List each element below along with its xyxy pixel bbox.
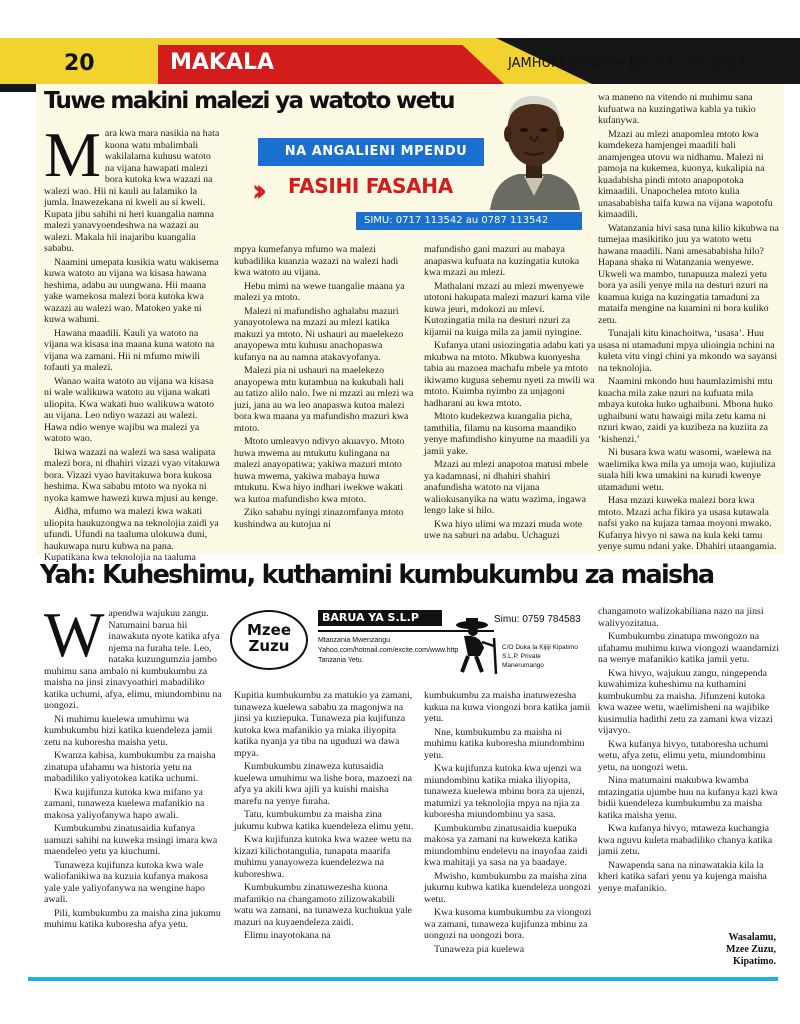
paragraph: Mzazi au mlezi anapomlea mtoto kwa kumdekeza hamjengei maadili bali anamjengea utovu wa nidhamu. Malezi ni pamoja na kukemea, kuonya, kukalipia na kuadabisha pindi mtoto anapopotoka kimaadili. Unapochelea mtoto kulia unasababisha taifa kuwa na vijana wapotofu kimaadili.	[598, 128, 773, 220]
paragraph: Mtoto umleavyo ndivyo akuavyo. Mtoto huwa mwema au mtukutu kulingana na malezi anayopatiwa; yakiwa mazuri mtoto huwa mwema, yakiwa mabaya huwa mtukutu. Kwa hiyo indhari iwekwe wakati wa kutoa mafundisho kwa mtoto.	[234, 436, 405, 505]
paragraph: Ni busara kwa watu wasomi, waelewa na waelimika kwa mila ya umoja wao, kujiuliza suala hili kwa umakini na kurudi kwenye utamaduni wetu.	[598, 447, 776, 493]
paragraph: Watanzania hivi sasa tuna kilio kikubwa na tumejaa masikitiko juu ya watoto wetu hawana maadili. Nani amesababisha hilo? Hapana shaka ni Watanzania wenyewe. Ukweli wa mambo, tunapuuza malezi yetu bora ya asili yenye mila na desturi nzuri na kuamua kuiga na kuzingatia tamaduni za mataifa mengine na kuamini ni bora kuliko zetu.	[598, 222, 779, 326]
po-box-line: S.L.P. Private	[502, 653, 541, 660]
paragraph: Mwisho, kumbukumbu za maisha zina jukumu kubwa katika kuendeleza uongozi wetu.	[424, 870, 591, 905]
signoff-line: Wasalamu,	[728, 932, 776, 943]
columnist-phone: SIMU: 0717 113542 au 0787 113542	[356, 212, 582, 230]
article-2-column-1	[44, 599, 226, 974]
columnist-portrait	[484, 84, 584, 210]
paragraph: Ni muhimu kuelewa umuhimu wa kumbukumbu hizi katika kuendeleza jamii zetu na kuboresha maisha yetu.	[44, 713, 213, 748]
issue-date: JAMHURI Jumanne Juni 13 - 19, 2023	[508, 56, 745, 71]
author-logo: Mzee Zuzu	[246, 621, 291, 655]
column-logo-box	[226, 606, 582, 676]
signoff-line: Kipatimo.	[732, 956, 776, 967]
drop-cap: M	[44, 119, 101, 190]
paragraph: Malezi pia ni ushauri na maelekezo anayopewa mtu kutambua na kukubali hali au tatizo alilo nalo. Iwe ni mzazi au mlezi wa juzi, jana au wa leo anapaswa kutoa malezi bora kwa maana ya mafundisho mazuri kwa mtoto.	[234, 365, 414, 434]
paragraph: Kwa kufanya hivyo, tutaboresha uchumi wetu, afya zetu, elimu yetu, miundombinu yetu, na uongozi wetu.	[598, 738, 769, 773]
paragraph: Kwa kufanya hivyo, mtaweza kuchangia kwa nguvu kuleta mabadiliko chanya katika jamii zetu.	[598, 823, 773, 857]
paragraph: Kumbukumbu zinatusaidia kufanya uamuzi sahihi na kuweka msingi imara kwa maendeleo yetu ya kiuchumi.	[44, 823, 218, 857]
paragraph: Hawana maadili. Kauli ya watoto na vijana wa kisasa ina maana kuna watoto na vijana wa zamani. Hii ni mfumo miwili tofauti ya malezi.	[44, 327, 215, 373]
paragraph: Kufanya utani usiozingatia adabu kati ya mkubwa na mtoto. Mkubwa kuonyesha tabia au mazoea machafu mbele ya mtoto ikiwamo kugusa sehemu nyeti za mwili wa mtoto. Kuimba nyimbo za unjagoni hadharani au kwa mtoto.	[424, 340, 596, 409]
paragraph: mafundisho gani mazuri au mabaya anapaswa kufuata na kuzingatia kutoka kwa mzazi au mlezi.	[424, 244, 580, 278]
paragraph: Kwa kujifunza kutoka kwa mifano ya zamani, tunaweza kuelewa mafanikio na makosa yaliyofanywa hapo awali.	[44, 786, 205, 821]
paragraph: mpya kumefanya mfumo wa malezi kubadilika kuanzia wazazi na walezi hadi kwa watoto au vijana.	[234, 244, 399, 278]
article-2-column-3	[424, 690, 596, 974]
columnist-name: FASIHI FASAHA	[288, 174, 453, 198]
article-1-column-3	[424, 244, 596, 548]
author-phone: Simu: 0759 784583	[494, 614, 581, 625]
drop-cap: W	[44, 599, 105, 670]
paragraph: Naamini umepata kusikia watu wakisema kuwa watoto au vijana wa kisasa hawana heshima, adabu au uungwana. Hii maana yake wamekosa malezi bora kutoka kwa wazazi au walezi wao. Matokeo yake ni kuwa wahuni.	[44, 256, 219, 325]
paragraph: Tunaweza pia kuelewa	[434, 943, 525, 955]
paragraph: apendwa wajukuu zangu. Natumaini barua hii inawakuta nyote katika afya njema na furaha tele. Leo, nataka kuzungumzia jambo muhimu sana ambalo ni kumbukumbu za maisha na jinsi zinavyoathiri mabadiliko katika uchumi, afya, elimu, miundombinu na uongozi.	[44, 608, 222, 711]
paragraph: ara kwa mara nasikia na hata kuona watu mbalimbali wakilalama kuhusu watoto na vijana hawapati malezi bora kutoka kwa wazazi na walezi wao. Hii ni kauli au lalamiko la jumla. Inawezekana ni kweli au si kweli. Kupata jibu sahihi ni heri kuangalia namna malezi yanavyoendeshwa na wazazi au walezi. Makala hii inajaribu kuangalia sababu.	[44, 128, 220, 254]
paragraph: Ikiwa wazazi na walezi wa sasa walipata malezi bora, ni dhahiri vizazi vyao vitakuwa bora. Vizazi vyao havitakuwa bora kukosa heshima. Kwa sababu mtoto wa nyoka ni nyoka kamwe hawezi kuwa mjusi au kenge.	[44, 446, 220, 504]
paragraph: Mtoto kudekezwa kuangalia picha, tamthilia, filamu na kusoma maandiko yenye mafundisho kinyume na maadili ya jamii yake.	[424, 411, 590, 457]
paragraph: Pili, kumbukumbu za maisha zina jukumu muhimu katika kuboresha afya yetu.	[44, 907, 221, 930]
paragraph: wa maneno na vitendo ni muhimu sana kufuatwa na kuzingatiwa kabla ya tukio kufanywa.	[598, 92, 756, 126]
paragraph: Kwa kujifunza kutoka kwa wazee wetu na kizazi kilichotangulia, tunapata maarifa muhimu yanayoweza kuendelezwa na kuboreshwa.	[234, 834, 412, 880]
columnist-tag: NA ANGALIENI MPENDU	[258, 138, 494, 166]
chevron-right-icon: ››	[252, 172, 260, 209]
bottom-rule	[28, 977, 778, 981]
paragraph: Hasa mzazi kuweka malezi bora kwa mtoto. Mzazi acha fikira ya usasa kutawala nafsi yako na kujaza tamaa moyoni mwako. Kufanya hivyo ni sawa na kula keki tamu yenye sumu ndani yake. Dhahiri utaangamia.	[598, 495, 777, 552]
paragraph: kumbukumbu za maisha inatuwezesha kukua na kuwa viongozi bora katika jamii yetu.	[424, 690, 591, 724]
article-2-column-2	[234, 690, 414, 974]
section-title: MAKALA	[170, 50, 275, 75]
paragraph: Tatu, kumbukumbu za maisha zina jukumu kubwa katika kuendeleza elimu yetu.	[234, 809, 414, 832]
paragraph: Kwa kujifunza kutoka kwa ujenzi wa miundombinu katika miaka iliyopita, tunaweza kuelewa mbinu bora za ujenzi, matumizi ya teknolojia mpya na njia za kuboresha miundombinu ya sasa.	[424, 763, 585, 820]
column-title: BARUA YA S.L.P	[318, 610, 442, 626]
signoff-line: Mzee Zuzu,	[726, 944, 776, 955]
old-man-walking-icon	[450, 616, 502, 674]
address-line: Tanzania Yetu.	[318, 657, 364, 664]
paragraph: Kwa hivyo, wajukuu zangu, ningependa kuwahimiza kuheshimu na kuthamini kumbukumbu za maisha. Jifunzeni kutoka kwa wazee wetu, waelimisheni na wajibike kusimulia hadithi zetu za zamani kwa vizazi vijavyo.	[598, 667, 773, 736]
address-line: Yahoo.com/hotmail.com/excite.com/www.http	[318, 647, 459, 654]
paragraph: Kumbukumbu zinaweza kutusaidia kuelewa umuhimu wa lishe bora, mazoezi na afya ya akili kwa ajili ya kuishi maisha marefu na yenye furaha.	[234, 761, 412, 807]
po-box-line: C/O Duka la Kijiji Kipatimo	[502, 644, 578, 651]
paragraph: Nina matumaini makubwa kwamba mtazingatia ujumbe huu na kufanya kazi kwa bidii kuendeleza kumbukumbu za maisha katika maisha yenu.	[598, 775, 778, 821]
paragraph: Aidha, mfumo wa malezi kwa wakati uliopita haukuzongwa na teknolojia zaidi ya ufundi. Ufundi na taaluma ulokuwa duni, haukuwapa nuru kubwa na pana. Kupatikana kwa teknolojia na taaluma	[44, 506, 219, 563]
paragraph: Kumbukumbu zinatupa mwongozo na ufahamu muhimu kuwa viongozi waandamizi na wenye mafanikio katika jamii yetu.	[598, 631, 779, 665]
paragraph: changamoto walizokabiliana nazo na jinsi walivyozitatua.	[598, 606, 764, 629]
paragraph: Hebu mimi na wewe tuangalie maana ya malezi ya mtoto.	[234, 280, 405, 303]
po-box-line: Manerumango	[502, 662, 544, 669]
paragraph: Kupitia kumbukumbu za matukio ya zamani, tunaweza kuelewa sababu za magonjwa na jinsi ya kuziepuka. Tunaweza pia kujifunza kutoka kwa mafanikio ya miaka iliyopita katika nyanja ya tiba na uguduzi wa dawa mpya.	[234, 690, 413, 759]
paragraph: Malezi ni mafundisho aghalabu mazuri yanayotolewa na mzazi au mlezi katika makuzi ya mtoto. Ni ushauri au maelekezo anayopewa mtu kuhusu anachopaswa kufanya na au namna atakavyofanya.	[234, 305, 404, 363]
paragraph: Kwa hiyo ulimi wa mzazi muda wote uwe na saburi na adabu. Uchaguzi	[424, 518, 583, 541]
article-1-headline: Tuwe makini malezi ya watoto wetu	[44, 88, 454, 114]
paragraph: Tunaweza kujifunza kutoka kwa wale waliofanikiwa na kuzuia kufanya makosa yale yale yaliyofanywa na wengine hapo awali.	[44, 859, 208, 905]
paragraph: Kumbukumbu zinatuwezesha kuona mafanikio na changamoto zilizowakabili watu wa zamani, na tunaweza kuchukua yale mazuri na kuyaendeleza zaidi.	[234, 882, 412, 928]
article-1-column-2	[234, 244, 414, 548]
paragraph: Kumbukumbu zinatusaidia kuepuka makosa ya zamani na kuwekeza katika miundombinu endelevu na inayofaa zaidi kwa mahitaji ya sasa na ya baadaye.	[424, 822, 588, 868]
paragraph: Ziko sababu nyingi zinazomfanya mtoto kushindwa au kutojua ni	[234, 507, 404, 530]
paragraph: Mathalani mzazi au mlezi mwenyewe utotoni hakupata malezi mazuri kama vile kuwa jeuri, mdokozi au mlevi. Kutozingatia mila na desturi nzuri za kijamii na kuiga mila za jamii nyingine.	[424, 280, 590, 338]
letter-signoff	[690, 932, 776, 968]
article-1-column-4	[598, 92, 780, 552]
paragraph: Tunajali kitu kinachoitwa, ‘usasa’. Huu usasa ni utamaduni mpya ulioingia nchini na kuleta vitu vingi chini ya mkondo wa sayansi na teknolojia.	[598, 328, 778, 374]
paragraph: Mzazi au mlezi anapotoa matusi mbele ya kadamnasi, ni dhahiri shahiri anafundisha watoto na vijana waliokusanyika na watu wazima, ingawa lengo lake si hilo.	[424, 459, 589, 516]
article-2-headline: Yah: Kuheshimu, kuthamini kumbukumbu za maisha	[40, 560, 714, 590]
paragraph: Kwanza kabisa, kumbukumbu za maisha zinatupa ufahamu wa historia yetu na mabadiliko yaliyotokea katika uchumi.	[44, 750, 216, 784]
paragraph: Naamini mkondo huu haumlazimishi mtu kuacha mila zake nzuri na kufuata mila mbaya kutoka huko ughaibuni. Mbona huko ughaibuni watu hawaigi mila zetu kama ni nzuri kwao, zaidi ya kuzibeza na kuziita za ‘kishenzi.’	[598, 376, 773, 445]
paragraph: Nawapenda sana na ninawatakia kila la kheri katika safari yenu ya kujenga maisha yenye mafanikio.	[598, 859, 767, 894]
paragraph: Elimu inayotokana na	[244, 930, 331, 941]
article-2-column-4	[598, 606, 780, 930]
paragraph: Wanao waita watoto au vijana wa kisasa ni wale walikuwa watoto au vijana wakati uliopita. Kwa wakati huo walikuwa watoto au vijana. Leo ndiyo wazazi au walezi. Hawa ndio wenye wajibu wa malezi ya watoto wao.	[44, 375, 215, 444]
address-line: Mtanzania Mwenzangu	[318, 637, 390, 644]
paragraph: Nne, kumbukumbu za maisha ni muhimu katika kuboresha miundombinu yetu.	[424, 726, 585, 761]
paragraph: Kwa kusoma kumbukumbu za viongozi wa zamani, tunaweza kujifunza mbinu za uongozi na uongozi bora.	[424, 907, 592, 941]
page-number: 20	[64, 51, 95, 76]
article-1-column-1	[44, 119, 220, 563]
